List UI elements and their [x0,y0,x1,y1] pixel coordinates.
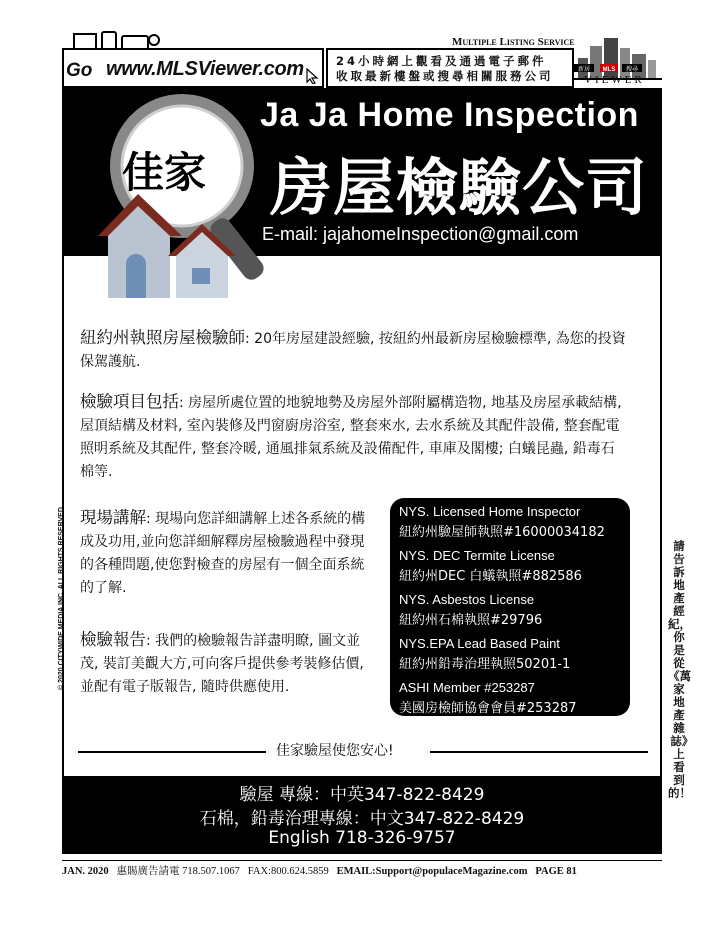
email-address[interactable]: E-mail: jajahomeInspection@gmail.com [262,224,579,244]
license-en: NYS. Asbestos License [399,592,535,607]
footer [62,863,577,878]
cursor-icon [306,68,320,84]
license-en: ASHI Member #253287 [399,680,535,695]
go-label: Go [66,60,93,81]
hotline-inspection[interactable]: 驗屋 專線：中英347-822-8429 [239,785,485,805]
viewer-label: VIEWER [584,74,645,86]
footer-ad-phone: 718.507.1067 [182,866,240,877]
hotline-english[interactable]: English 718-326-9757 [268,828,456,848]
footer-email: EMAIL:Support@populaceMagazine.com [336,866,528,877]
items-text: : 房屋所處位置的地貌地勢及房屋外部附屬構造物, 地基及房屋承載結構, 屋頂結構及材料, 室內裝修及門窗廚房浴室, 整套來水, 去水系統及其配件設備, 整套配電照明系統及其配件, 整套冷暖, 通風排氣系統及設備配件, 車庫及閣樓; 白蟻昆蟲, 鉛毒石棉等. [80,395,622,480]
header-tagline-1: 24小時網上觀看及通過電子郵件 [336,54,547,68]
report-lead: 檢驗報告 [80,630,146,649]
paragraph-inspector [80,326,628,374]
tagline: 佳家驗屋使您安心! [270,740,400,760]
company-name-chinese: 房屋檢驗公司 [270,151,649,224]
logo-badge: MLS [602,67,616,73]
footer-fax: FAX:800.624.5859 [247,866,329,877]
license-en: NYS. DEC Termite License [399,548,555,563]
side-note: 請告訴地產經紀，你是從《萬家地產雜誌》上看到的！ [668,539,691,800]
footer-date: JAN. 2020 [62,866,109,877]
inspector-text: : 20年房屋建設經驗, 按紐約州最新房屋檢驗標準, 為您的投資保駕護航. [80,331,626,370]
paragraph-report [80,628,376,699]
license-zh: 紐約州石棉執照#29796 [399,613,543,628]
logo-right-text: 搜尋 [625,66,639,73]
tagline-rule-left [78,751,266,753]
hotline-panel [64,776,660,852]
footer-page: PAGE 81 [535,866,577,877]
inspector-lead: 紐約州執照房屋檢驗師 [80,328,245,347]
paragraph-items [80,390,628,484]
license-zh: 紐約州DEC 白蟻執照#882586 [399,569,582,584]
license-en: NYS.EPA Lead Based Paint [399,636,560,651]
tagline-rule-right [430,751,648,753]
houses-icon [96,186,246,306]
items-lead: 檢驗項目包括 [80,392,179,411]
license-zh: 紐約州鉛毒治理執照50201-1 [399,657,571,672]
license-zh: 紐約州驗屋師執照#16000034182 [399,525,605,540]
brand-chinese: 佳家 [122,148,207,197]
website-url[interactable]: www.MLSViewer.com [106,58,304,80]
mls-caption: Multiple Listing Service [452,36,575,48]
onsite-text: : 現場向您詳細講解上述各系統的構成及功用,並向您詳細解釋房屋檢驗過程中發現的各種問題,使您對檢查的房屋有一個全面系統的了解. [80,511,366,596]
footer-ad-label: 惠賜廣告請電 [116,865,180,877]
hotline-asbestos-lead[interactable]: 石棉，鉛毒治理專線：中文347-822-8429 [199,809,525,829]
company-name-english: Ja Ja Home Inspection [260,96,639,134]
footer-rule [62,860,662,861]
logo-left-text: 新居 [577,66,591,73]
license-en: NYS. Licensed Home Inspector [399,504,581,519]
header-tagline-2: 收取最新樓盤或搜尋相關服務公司 [336,69,554,83]
side-copyright: © 2020 CITYWIDE MEDIA INC. ALL RIGHTS RESERVED [58,507,65,690]
license-box [390,498,630,716]
paragraph-onsite [80,506,376,600]
onsite-lead: 現場講解 [80,508,146,527]
report-text: : 我們的檢驗報告詳盡明瞭, 圖文並茂, 裝訂美觀大方,可向客戶提供參考裝修估價,並配有電子版報告, 隨時供應使用. [80,633,364,695]
license-zh: 美國房檢師協會會員#253287 [399,701,577,716]
